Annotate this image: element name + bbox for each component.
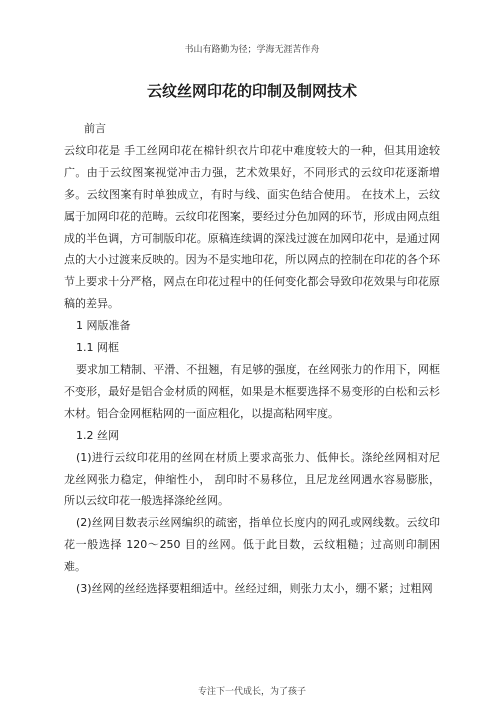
section-heading-1-1: 1.1 网框 [76,341,119,355]
document-title: 云纹丝网印花的印制及制网技术 [146,82,357,100]
mesh-paragraph-3: (3)丝网的丝经选择要粗细适中。丝经过细，则张力太小，绷不紧；过粗网 [76,582,433,596]
frame-paragraph: 要求加工精制、平滑、不扭翘，有足够的强度，在丝网张力的作用下，网框不变形，最好是铝合金材质的网框，如果是木框要选择不易变形的白松和云杉木材。铝合金网框粘网的一面应粗化，以提高粘网牢度。 [64,362,440,420]
preface-heading: 前言 [84,122,106,135]
page-footer: 专注下一代成长，为了孩子 [197,687,306,697]
section-heading-1-2: 1.2 丝网 [76,428,119,442]
document-body [64,118,440,600]
mesh-paragraph-1: (1)进行云纹印花用的丝网在材质上要求高张力、低伸长。涤纶丝网相对尼龙丝网张力稳定，伸缩性小， 刮印时不易移位，且尼龙丝网遇水容易膨胀，所以云纹印花一般选择涤纶丝网。 [64,450,440,508]
page-header: 书山有路勤为径；学海无涯苦作舟 [184,45,320,55]
section-heading-1: 1 网版准备 [76,319,131,333]
preface-paragraph: 云纹印花是 手工丝网印花在棉针织衣片印花中难度较大的一种，但其用途较广。由于云纹图案视觉冲击力强，艺术效果好，不同形式的云纹印花逐渐增多。云纹图案有时单独成立，有时与线、面实色结合使用。 在技术上，云纹属于加网印花的范畴。云纹印花图案，要经过分色加网的环节，形成由网点组成的半色调，方可制版印花。原稿连续调的深浅过渡在加网印花中，是通过网点的大小过渡来反映的。因为不是实地印花，所以网点的控制在印花的各个环节上要求十分严格，网点在印花过程中的任何变化都会导致印花效果与印花原稿的差异。 [64,143,440,311]
mesh-paragraph-2: (2)丝网目数表示丝网编织的疏密，指单位长度内的网孔或网线数。云纹印花一般选择 120～250 目的丝网。低于此目数，云纹粗糙；过高则印制困难。 [64,516,440,574]
